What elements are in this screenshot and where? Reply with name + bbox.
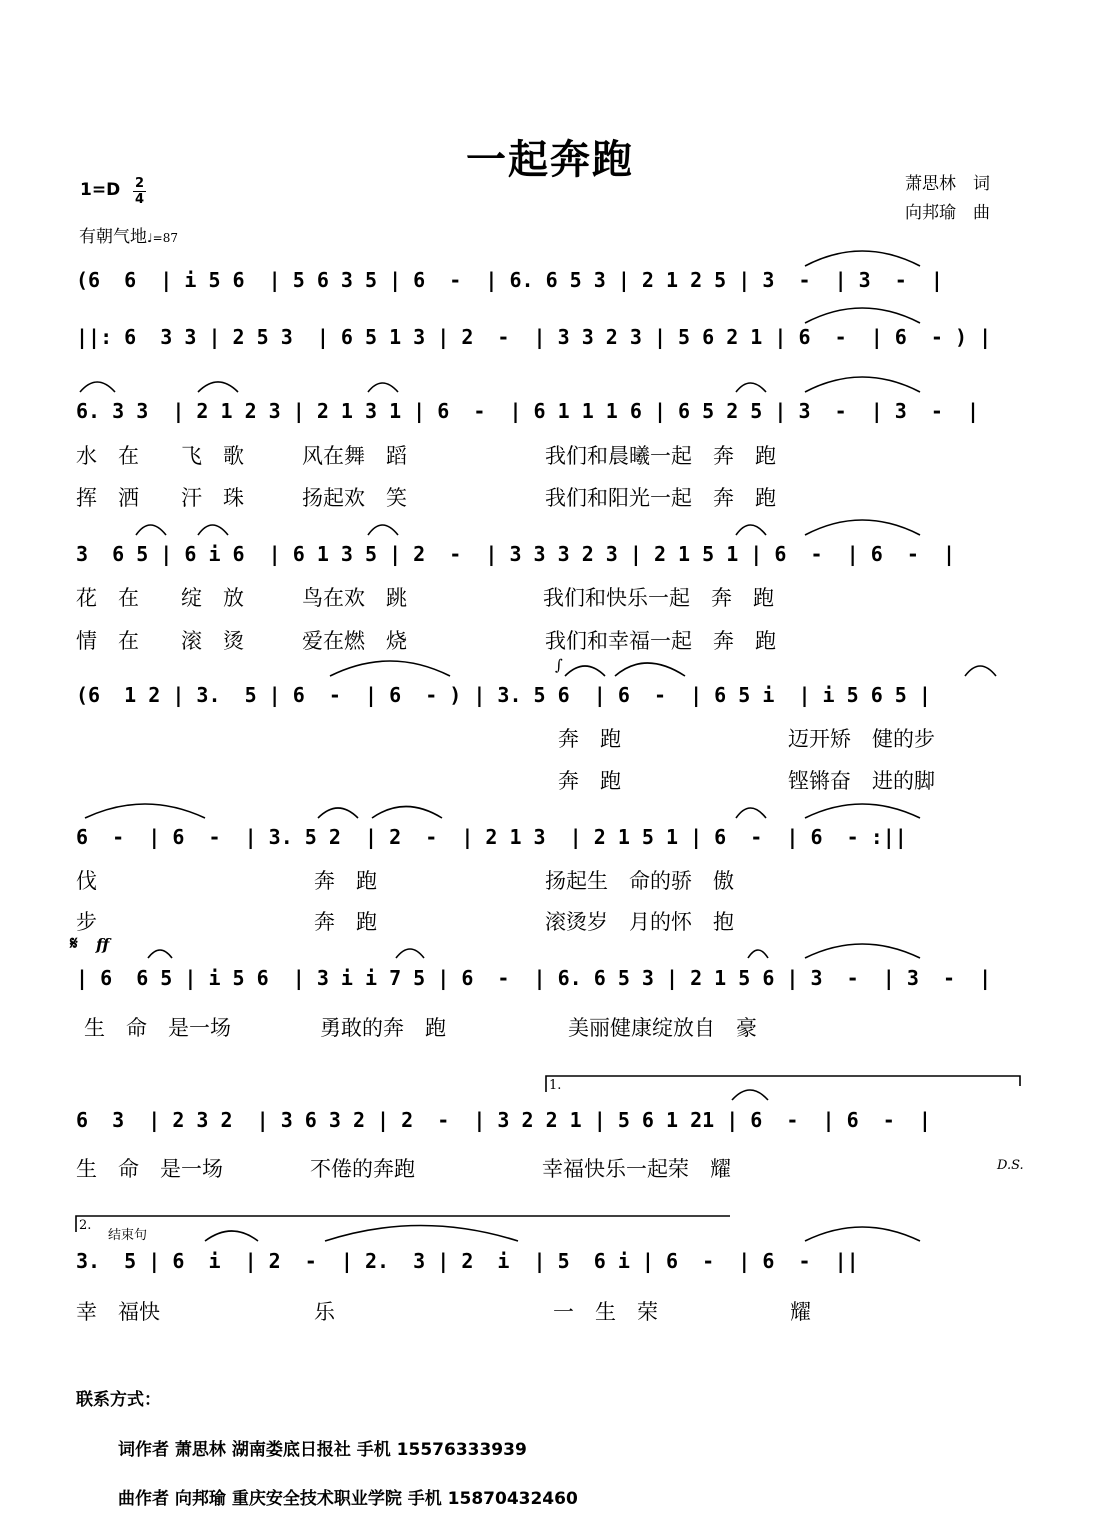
composer-credit: 向邦瑜 曲 <box>905 203 990 223</box>
score-line-2: ||: 6 3 3 | 2 5 3 | 6 5 1 3 | 2 - | 3 3 2 3 | 5 6 2 1 | 6 - | 6 - ) | <box>76 325 992 349</box>
score-line-9: 3. 5 | 6 i | 2 - | 2. 3 | 2 i | 5 6 i | 6 - | 6 - || <box>76 1249 859 1273</box>
tempo-expression: 有朝气地 <box>79 227 147 247</box>
lyric: 我们和阳光一起 奔 跑 <box>545 486 776 510</box>
lyric: 滚烫岁 月的怀 抱 <box>545 910 734 934</box>
volta-bracket <box>546 1076 1020 1092</box>
score-line-4: 3 6 5 | 6 i 6 | 6 1 3 5 | 2 - | 3 3 3 2 3 | 2 1 5 1 | 6 - | 6 - | <box>76 542 955 566</box>
slur-icon <box>368 383 398 392</box>
tie-icon <box>805 520 920 535</box>
ending-label: 结束句 <box>108 1228 148 1243</box>
slur-icon <box>80 382 115 392</box>
lyric: 我们和幸福一起 奔 跑 <box>545 629 776 653</box>
slur-icon <box>736 525 766 535</box>
segno-icon: 𝄋 <box>70 933 78 954</box>
lyric: 生 命 是一场 <box>76 1157 223 1181</box>
lyricist-contact: 词作者 萧思林 湖南娄底日报社 手机 15576333939 <box>118 1440 527 1460</box>
tie-icon <box>805 1227 920 1241</box>
lyric: 伐 <box>76 869 97 893</box>
lyric: 迈开矫 健的步 <box>788 727 935 751</box>
lyric: 鸟在欢 跳 <box>302 586 407 610</box>
tie-icon <box>805 308 920 323</box>
contact-heading: 联系方式： <box>76 1390 161 1410</box>
tie-icon <box>325 1226 518 1242</box>
slur-icon <box>198 525 228 535</box>
lyric: 奔 跑 <box>558 727 621 751</box>
lyric: 不倦的奔跑 <box>310 1157 415 1181</box>
score-line-6: 6 - | 6 - | 3. 5 2 | 2 - | 2 1 3 | 2 1 5 1 | 6 - | 6 - :|| <box>76 825 907 849</box>
lyric: 风在舞 蹈 <box>302 444 407 468</box>
volta-1-label: 1. <box>549 1078 562 1093</box>
lyric: 乐 <box>314 1300 335 1324</box>
slur-icon <box>565 666 605 676</box>
slur-icon <box>965 666 996 676</box>
lyric: 挥 洒 汗 珠 <box>76 486 244 510</box>
lyric: 我们和晨曦一起 奔 跑 <box>545 444 776 468</box>
score-line-8: 6 3 | 2 3 2 | 3 6 3 2 | 2 - | 3 2 2 1 | 5 6 1 21 | 6 - | 6 - | <box>76 1108 931 1132</box>
slur-icon <box>396 949 424 958</box>
time-bottom: 4 <box>135 192 145 207</box>
lyric: 铿锵奋 进的脚 <box>788 769 935 793</box>
song-title: 一起奔跑 <box>466 136 634 183</box>
lyric: 我们和快乐一起 奔 跑 <box>543 586 774 610</box>
slur-icon <box>368 525 398 535</box>
tie-icon <box>805 804 920 818</box>
tie-icon <box>805 251 920 266</box>
time-top: 2 <box>135 176 145 191</box>
slur-icon <box>736 808 766 818</box>
lyric: 幸 福快 <box>76 1300 160 1324</box>
slur-icon <box>736 383 766 392</box>
slur-icon <box>748 950 768 958</box>
lyric: 一 生 荣 <box>553 1300 658 1324</box>
tie-icon <box>805 377 920 392</box>
lyric: 奔 跑 <box>314 910 377 934</box>
lyric: 耀 <box>790 1300 811 1324</box>
tie-icon <box>805 944 920 958</box>
slur-icon <box>136 525 166 535</box>
slur-icon <box>732 1090 768 1100</box>
slur-icon <box>318 808 358 818</box>
score-line-7: | 6 6 5 | i 5 6 | 3 i i 7 5 | 6 - | 6. 6 5 3 | 2 1 5 6 | 3 - | 3 - | <box>76 966 992 990</box>
slur-icon <box>615 663 685 676</box>
lyricist-credit: 萧思林 词 <box>905 174 990 194</box>
tie-icon <box>85 804 205 818</box>
score-line-1: (6 6 | i 5 6 | 5 6 3 5 | 6 - | 6. 6 5 3 | 2 1 2 5 | 3 - | 3 - | <box>76 268 943 292</box>
lyric: 扬起欢 笑 <box>302 486 407 510</box>
accent-mark: ∫ <box>555 656 563 674</box>
lyric: 生 命 是一场 <box>84 1016 231 1040</box>
slur-icon <box>372 807 442 819</box>
lyric: 步 <box>76 910 97 934</box>
lyric: 扬起生 命的骄 傲 <box>545 869 734 893</box>
key-signature: 1=D <box>80 180 121 200</box>
lyric: 奔 跑 <box>558 769 621 793</box>
composer-contact: 曲作者 向邦瑜 重庆安全技术职业学院 手机 15870432460 <box>118 1489 578 1509</box>
tempo-bpm: =87 <box>152 231 178 245</box>
volta-2-label: 2. <box>79 1218 92 1233</box>
lyric: 勇敢的奔 跑 <box>320 1016 446 1040</box>
lyric: 爱在燃 烧 <box>302 629 407 653</box>
tie-icon <box>330 661 450 676</box>
dynamic-marking: ff <box>96 935 110 954</box>
ds-marking: D.S. <box>997 1158 1024 1173</box>
lyric: 水 在 飞 歌 <box>76 444 244 468</box>
slur-icon <box>205 1231 258 1241</box>
score-line-3: 6. 3 3 | 2 1 2 3 | 2 1 3 1 | 6 - | 6 1 1 1 6 | 6 5 2 5 | 3 - | 3 - | <box>76 399 980 423</box>
lyric: 美丽健康绽放自 豪 <box>568 1016 757 1040</box>
slur-icon <box>198 382 238 392</box>
lyric: 情 在 滚 烫 <box>76 629 244 653</box>
quarter-note-icon: ♩ <box>147 231 153 245</box>
lyric: 花 在 绽 放 <box>76 586 244 610</box>
lyric: 幸福快乐一起荣 耀 <box>542 1157 731 1181</box>
slur-icon <box>148 950 172 958</box>
volta-bracket <box>76 1216 730 1232</box>
lyric: 奔 跑 <box>314 869 377 893</box>
score-line-5: (6 1 2 | 3. 5 | 6 - | 6 - ) | 3. 5 6 | 6 - | 6 5 i | i 5 6 5 | <box>76 683 931 707</box>
